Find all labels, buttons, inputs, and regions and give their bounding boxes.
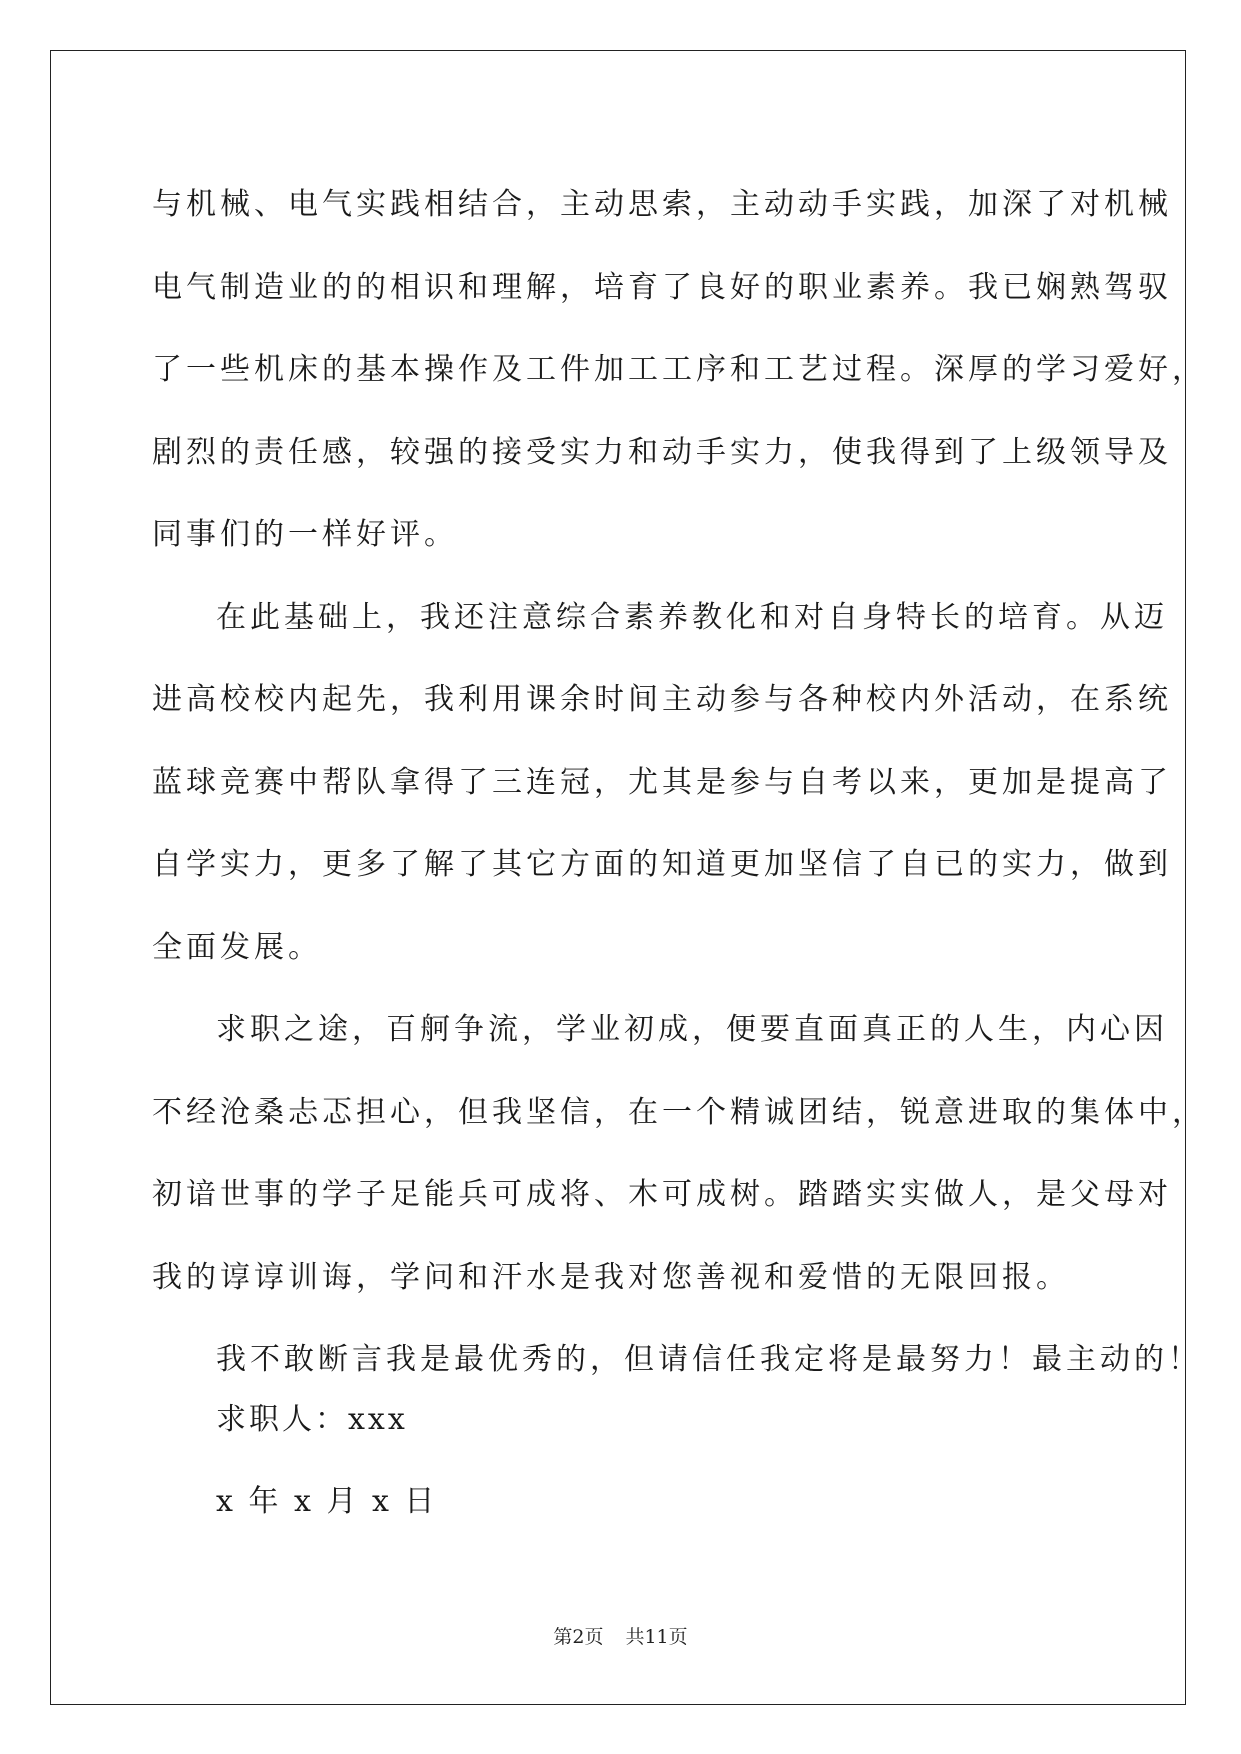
page-footer	[0, 1622, 1241, 1649]
body-line: 全面发展。	[152, 929, 322, 965]
paragraph-start-line: 在此基础上，我还注意综合素养教化和对自身特长的培育。从迈	[216, 599, 1168, 635]
signature-date: x 年 x 月 x 日	[216, 1484, 438, 1519]
letter-body	[152, 164, 1206, 1402]
page-number-current: 第2页	[553, 1626, 604, 1648]
body-line: 蓝球竞赛中帮队拿得了三连冠，尤其是参与自考以来，更加是提高了	[152, 764, 1172, 800]
body-line: 进高校校内起先，我利用课余时间主动参与各种校内外活动，在系统	[152, 682, 1172, 717]
body-line: 同事们的一样好评。	[152, 517, 458, 552]
paragraph-start-line: 我不敢断言我是最优秀的，但请信任我定将是最努力！最主动的！	[216, 1342, 1202, 1377]
body-line: 初谙世事的学子足能兵可成将、木可成树。踏踏实实做人，是父母对	[152, 1177, 1172, 1212]
body-line: 电气制造业的的相识和理解，培育了良好的职业素养。我已娴熟驾驭	[152, 269, 1172, 305]
body-line: 剧烈的责任感，较强的接受实力和动手实力，使我得到了上级领导及	[152, 434, 1172, 470]
body-line: 我的谆谆训诲，学问和汗水是我对您善视和爱惜的无限回报。	[152, 1259, 1070, 1295]
signer-name: 求职人：xxx	[216, 1402, 408, 1437]
body-line: 与机械、电气实践相结合，主动思索，主动动手实践，加深了对机械	[152, 187, 1172, 222]
page-number-total: 共11页	[625, 1626, 688, 1648]
paragraph-start-line: 求职之途，百舸争流，学业初成，便要直面真正的人生，内心因	[216, 1012, 1168, 1047]
body-line: 不经沧桑忐忑担心，但我坚信，在一个精诚团结，锐意进取的集体中，	[152, 1094, 1206, 1130]
body-line: 自学实力，更多了解了其它方面的知道更加坚信了自已的实力，做到	[152, 847, 1172, 882]
body-line: 了一些机床的基本操作及工件加工工序和工艺过程。深厚的学习爱好，	[152, 352, 1206, 387]
